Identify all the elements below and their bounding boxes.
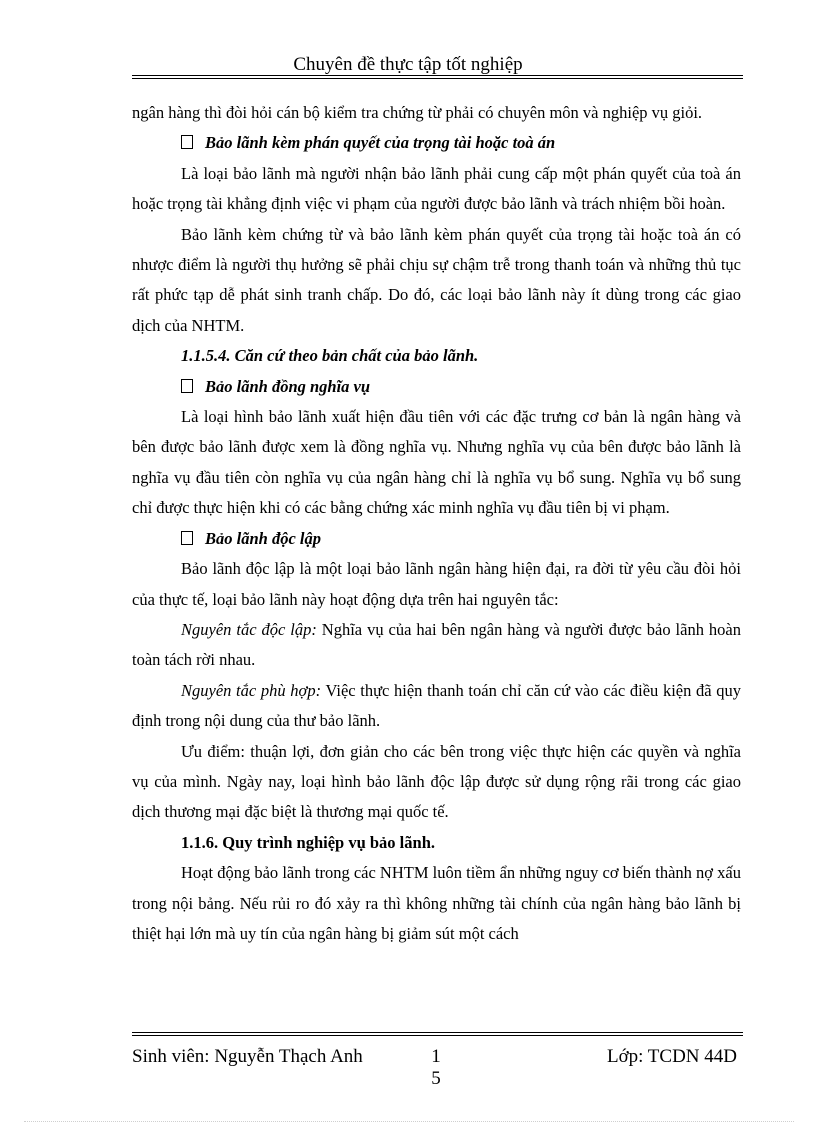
page-header-title: Chuyên đề thực tập tốt nghiệp (293, 54, 523, 75)
paragraph: ngân hàng thì đòi hỏi cán bộ kiểm tra chứng từ phải có chuyên môn và nghiệp vụ giỏi. (132, 103, 703, 122)
checkbox-bullet-icon (181, 135, 193, 149)
section-heading: 1.1.6. Quy trình nghiệp vụ bảo lãnh. (181, 832, 435, 852)
principle-term: Nguyên tắc độc lập: (181, 619, 317, 639)
heading-text: Bảo lãnh đồng nghĩa vụ (205, 376, 371, 396)
page-footer (132, 1046, 743, 1096)
footer-rule-top (132, 1032, 743, 1033)
paragraph: Là loại bảo lãnh mà người nhận bảo lãnh phải cung cấp một phán quyết của toà án hoặc trọng tài khẳng định việc vi phạm của người được bảo lãnh và trách nhiệm bồi hoàn. (132, 163, 741, 214)
principle-term: Nguyên tắc phù hợp: (181, 680, 322, 700)
paragraph (132, 615, 741, 676)
checkbox-bullet-icon (181, 531, 193, 545)
footer-student: Sinh viên: Nguyễn Thạch Anh (132, 1046, 363, 1067)
paragraph: Là loại hình bảo lãnh xuất hiện đầu tiên với các đặc trưng cơ bản là ngân hàng và bên được bảo lãnh được xem là đồng nghĩa vụ. Nhưng nghĩa vụ của bên được bảo lãnh là nghĩa vụ đầu tiên còn nghĩa vụ của ngân hàng chỉ là nghĩa vụ bổ sung. Nghĩa vụ bổ sung chỉ được thực hiện khi có các bằng chứng xác minh nghĩa vụ đầu tiên bị vi phạm. (132, 407, 741, 518)
bullet-heading (132, 524, 741, 554)
footer-class: Lớp: TCDN 44D (606, 1046, 737, 1067)
heading-text: Bảo lãnh kèm phán quyết của trọng tài hoặc toà án (205, 133, 556, 153)
principle-text: Việc thực hiện thanh toán chỉ căn cứ vào các điều kiện đã quy định trong nội dung của thư bảo lãnh. (132, 680, 741, 731)
heading-text: Bảo lãnh độc lập (205, 528, 321, 548)
document-body (132, 98, 741, 949)
principle-text: Nghĩa vụ của hai bên ngân hàng và người được bảo lãnh hoàn toàn tách rời nhau. (132, 619, 741, 670)
paragraph: Bảo lãnh độc lập là một loại bảo lãnh ngân hàng hiện đại, ra đời từ yêu cầu đòi hỏi của thực tế, loại bảo lãnh này hoạt động dựa trên hai nguyên tắc: (132, 559, 741, 609)
paragraph (132, 676, 741, 737)
page-number-line2: 5 (431, 1068, 441, 1089)
page-edge-dots (24, 1121, 794, 1122)
page-number-line1: 1 (431, 1046, 441, 1067)
header-rule-top (132, 75, 743, 76)
page-number (428, 1046, 444, 1090)
header-rule-bottom (132, 78, 743, 79)
paragraph: Ưu điểm: thuận lợi, đơn giản cho các bên trong việc thực hiện các quyền và nghĩa vụ của mình. Ngày nay, loại hình bảo lãnh độc lập được sử dụng rộng rãi trong các giao dịch thương mại đặc biệt là thương mại quốc tế. (132, 741, 741, 822)
paragraph: Bảo lãnh kèm chứng từ và bảo lãnh kèm phán quyết của trọng tài hoặc toà án có nhược điểm là người thụ hưởng sẽ phải chịu sự chậm trễ trong thanh toán và những thủ tục rất phức tạp dễ phát sinh tranh chấp. Do đó, các loại bảo lãnh này ít dùng trong các giao dịch của NHTM. (132, 224, 741, 335)
bullet-heading (132, 372, 741, 402)
paragraph: Hoạt động bảo lãnh trong các NHTM luôn tiềm ẩn những nguy cơ biến thành nợ xấu trong nội bảng. Nếu rủi ro đó xảy ra thì không những tài chính của ngân hàng bảo lãnh bị thiệt hại lớn mà uy tín của ngân hàng bị giảm sút một cách (132, 863, 741, 943)
bullet-heading (132, 128, 741, 158)
checkbox-bullet-icon (181, 379, 193, 393)
footer-rule-bottom (132, 1035, 743, 1036)
section-heading: 1.1.5.4. Căn cứ theo bản chất của bảo lãnh. (181, 346, 479, 366)
